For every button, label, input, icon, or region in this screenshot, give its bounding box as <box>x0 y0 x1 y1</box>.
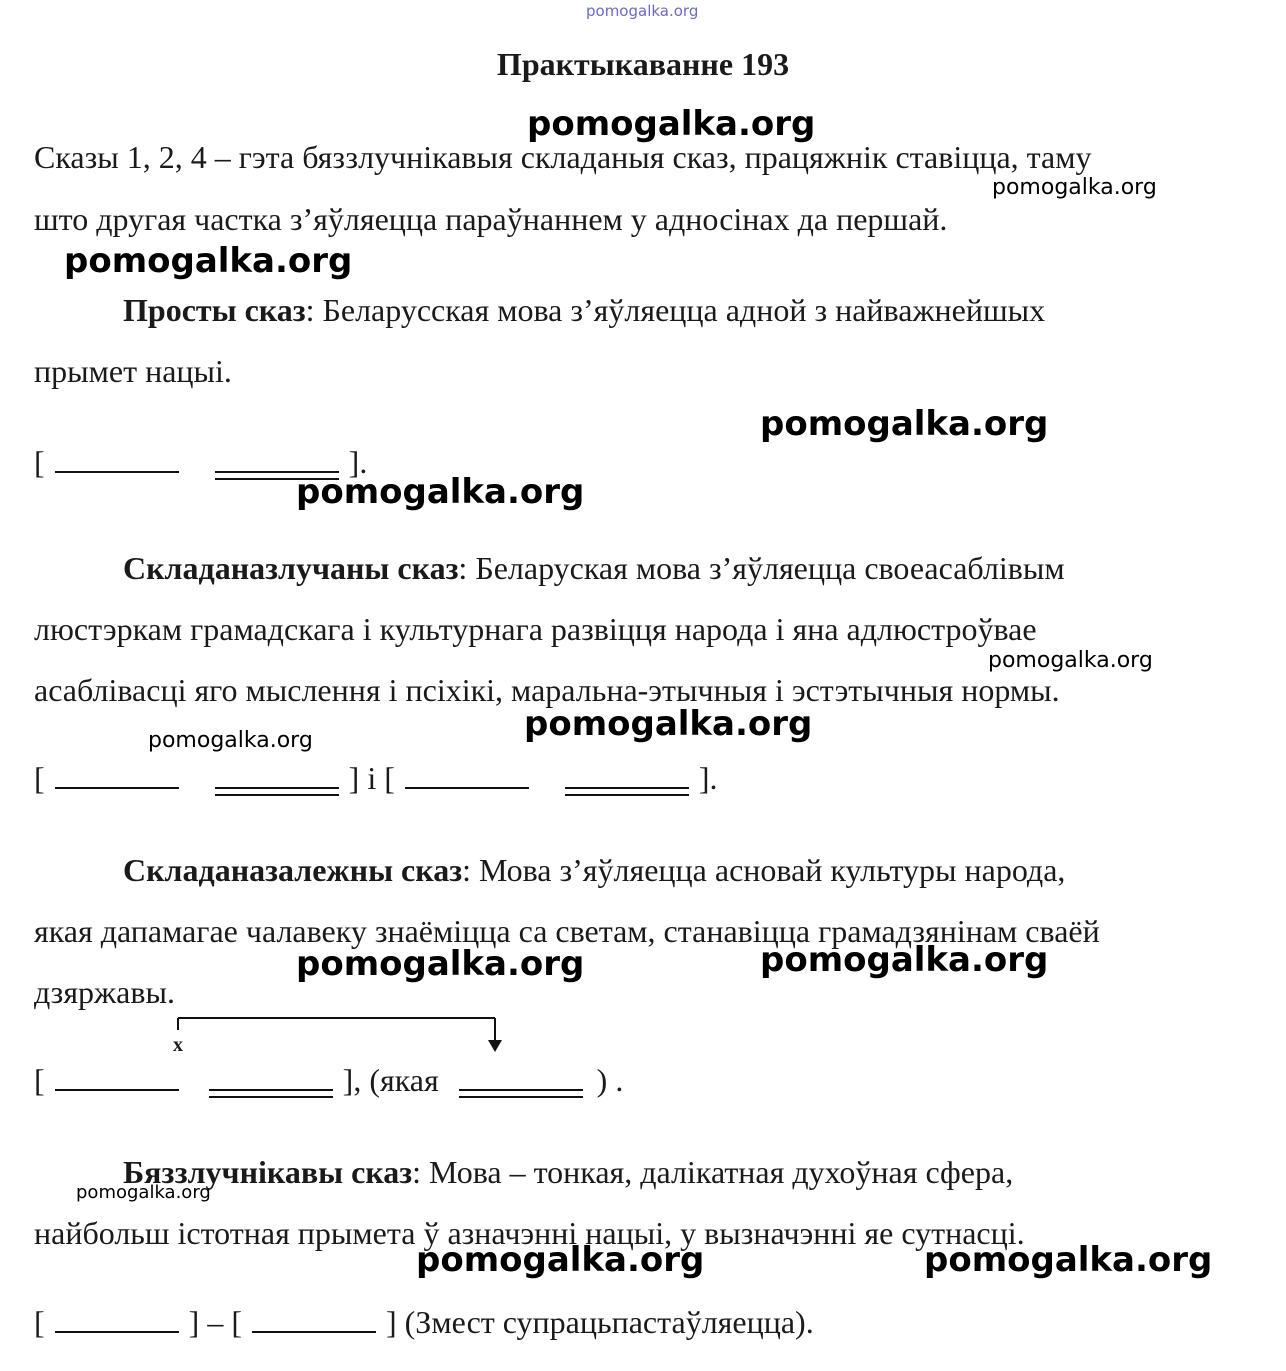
predicate-underline <box>215 451 339 473</box>
dependency-arrow-icon <box>170 1012 510 1062</box>
asyndetic-sentence-line-2: найбольш істотная прымета ў азначэнні нацыі, у вызначэнні яе сутнасці. <box>34 1215 1025 1251</box>
asyndetic-sentence-label: Бяззлучнікавы сказ <box>123 1154 413 1190</box>
watermark: pomogalka.org <box>296 472 585 512</box>
subject-underline <box>55 767 179 789</box>
watermark: pomogalka.org <box>527 104 816 144</box>
watermark-top: pomogalka.org <box>586 2 699 20</box>
compound-sentence-line-3: асаблівасці яго мыслення і псіхікі, маральна-этычныя і эстэтычныя нормы. <box>34 672 1060 708</box>
simple-sentence-line-2: прымет нацыі. <box>34 353 232 389</box>
page-title: Практыкаванне 193 <box>496 46 790 82</box>
simple-sentence-schema: [ ]. <box>34 444 368 480</box>
subject-underline <box>405 767 529 789</box>
watermark: pomogalka.org <box>760 940 1049 980</box>
watermark: pomogalka.org <box>76 1182 211 1203</box>
simple-sentence-label: Просты сказ <box>123 292 306 328</box>
watermark: pomogalka.org <box>760 404 1049 444</box>
watermark: pomogalka.org <box>64 241 353 281</box>
subject-underline <box>55 1069 179 1091</box>
watermark: pomogalka.org <box>416 1240 705 1280</box>
asyndetic-sentence-schema: [ ] – [ ] (Змест супрацьпастаўляецца). <box>34 1304 814 1340</box>
subject-underline <box>55 451 179 473</box>
marker-x: x <box>173 1034 183 1056</box>
simple-sentence-text: : Беларусская мова з’яўляецца адной з найважнейшых <box>305 292 1046 328</box>
asyndetic-sentence-line-1 <box>123 1152 1013 1192</box>
compound-sentence-line-1 <box>123 548 1065 588</box>
compound-sentence-line-2: люстэркам грамадскага і культурнага развіцця народа і яна адлюстроўвае <box>34 611 1037 647</box>
clause-underline <box>252 1311 376 1333</box>
clause-underline <box>55 1311 179 1333</box>
compound-sentence-text: : Беларуская мова з’яўляецца своеасаблівым <box>458 550 1065 586</box>
compound-sentence-schema: [ ] і [ ]. <box>34 760 718 796</box>
watermark: pomogalka.org <box>988 648 1153 673</box>
watermark: pomogalka.org <box>924 1240 1213 1280</box>
complex-sentence-line-2: якая дапамагае чалавеку знаёміцца са светам, станавіцца грамадзянінам сваёй <box>34 913 1100 949</box>
complex-sentence-line-1 <box>123 850 1065 890</box>
watermark: pomogalka.org <box>296 944 585 984</box>
predicate-underline <box>209 1069 333 1091</box>
predicate-underline <box>459 1069 583 1091</box>
compound-sentence-label: Складаназлучаны сказ <box>123 550 459 586</box>
complex-sentence-label: Складаназалежны сказ <box>123 852 463 888</box>
intro-line-2: што другая частка з’яўляецца параўнаннем у адносінах да першай. <box>34 201 948 237</box>
asyndetic-sentence-text: : Мова – тонкая, далікатная духоўная сфера, <box>412 1154 1014 1190</box>
watermark: pomogalka.org <box>992 175 1157 200</box>
simple-sentence-line-1 <box>123 290 1045 330</box>
intro-line-1: Сказы 1, 2, 4 – гэта бяззлучнікавыя складаныя сказ, працяжнік ставіцца, таму <box>34 139 1092 175</box>
watermark: pomogalka.org <box>524 704 813 744</box>
complex-sentence-text: : Мова з’яўляецца асновай культуры народа, <box>462 852 1066 888</box>
predicate-underline <box>215 767 339 789</box>
predicate-underline <box>565 767 689 789</box>
complex-sentence-line-3: дзяржавы. <box>34 974 175 1010</box>
complex-sentence-schema: [ ], (якая ) . <box>34 1062 624 1098</box>
watermark: pomogalka.org <box>148 728 313 753</box>
